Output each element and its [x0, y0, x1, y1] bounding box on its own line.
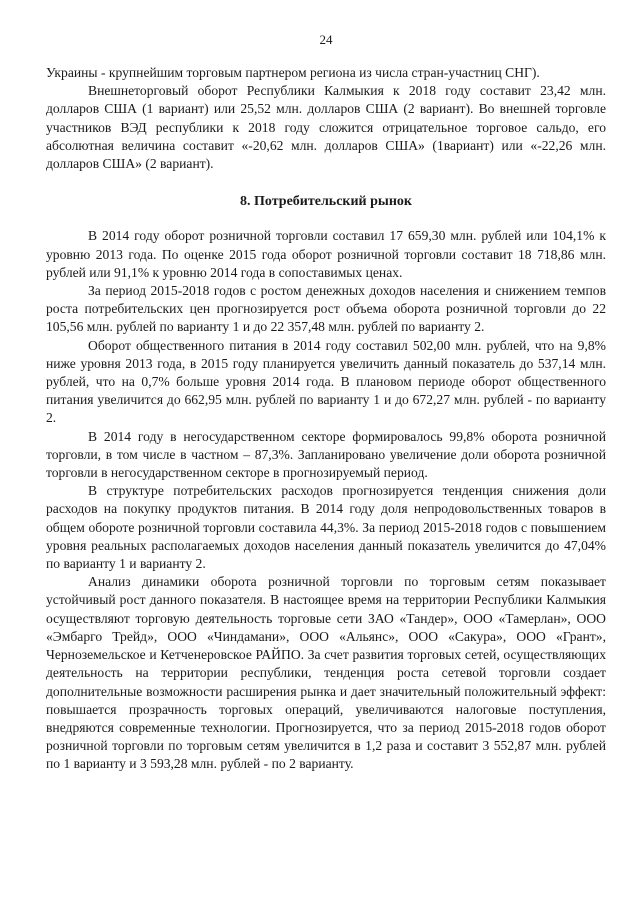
document-body [46, 64, 606, 774]
paragraph-retail-turnover: В 2014 году оборот розничной торговли составил 17 659,30 млн. рублей или 104,1% к уровню 2013 года. По оценке 2015 года оборот розничной торговли составит 18 718,86 млн. рублей или 91,1% к уровню 2014 года в сопоставимых ценах. [46, 228, 606, 280]
document-page [46, 0, 606, 905]
intro-paragraph-continuation: Украины - крупнейшим торговым партнером региона из числа стран-участниц СНГ). [46, 65, 540, 80]
paragraph-retail-chains: Анализ динамики оборота розничной торговли по торговым сетям показывает устойчивый рост данного показателя. В настоящее время на территории Республики Калмыкия осуществляют торговую деятельность торговые сети ЗАО «Тандер», ООО «Тамерлан», ООО «Эмбарго Трейд», ООО «Чиндамани», ООО «Альянс», ООО «Сакура», ООО «Грант», Черноземельское и Кетченеровское РАЙПО. За счет развития торговых сетей, осуществляющих деятельность на территории республики, тенденция роста сетевой торговли создает дополнительные возможности расширения рынка и дает значительный положительный эффект: повышается прозрачность торговых операций, увеличиваются налоговые поступления, внедряются современные технологии. Прогнозируется, что за период 2015-2018 годов оборот розничной торговли по торговым сетям увеличится в 1,2 раза и составит 3 552,87 млн. рублей по 1 варианту и 3 593,28 млн. рублей - по 2 варианту. [46, 574, 606, 772]
intro-paragraph-foreign-trade: Внешнеторговый оборот Республики Калмыкия к 2018 году составит 23,42 млн. долларов США (1 вариант) или 25,52 млн. долларов США (2 вариант). Во внешней торговле участников ВЭД республики к 2018 году сложится отрицательное торговое сальдо, его абсолютная величина составит «-20,62 млн. долларов США» (1вариант) или «-22,26 млн. долларов США» (2 вариант). [46, 83, 606, 172]
page-number: 24 [319, 32, 333, 47]
paragraph-consumer-spending: В структуре потребительских расходов прогнозируется тенденция снижения доли расходов на покупку продуктов питания. В 2014 году доля непродовольственных товаров в общем обороте розничной торговли составила 44,3%. За период 2015-2018 годов с повышением уровня реальных располагаемых доходов населения данный показатель увеличится до 47,04% по варианту 1 и варианту 2. [46, 483, 606, 572]
paragraph-nonstate-sector: В 2014 году в негосударственном секторе формировалось 99,8% оборота розничной торговли, в том числе в частном – 87,3%. Запланировано увеличение доли оборота розничной торговли в негосударственном секторе в прогнозируемый период. [46, 428, 606, 481]
paragraph-retail-forecast: За период 2015-2018 годов с ростом денежных доходов населения и снижением темпов роста потребительских цен прогнозируется рост объема оборота розничной торговли до 22 105,56 млн. рублей по варианту 1 и до 22 357,48 млн. рублей по варианту 2. [46, 283, 606, 335]
section-title: 8. Потребительский рынок [240, 194, 412, 210]
paragraph-public-catering: Оборот общественного питания в 2014 году составил 502,00 млн. рублей, что на 9,8% ниже уровня 2013 года, в 2015 году планируется увеличить данный показатель до 537,14 млн. рублей, что на 0,7% больше уровня 2014 года. В плановом периоде оборот общественного питания увеличится до 662,95 млн. рублей по варианту 1 и до 672,27 млн. рублей - по варианту 2. [46, 337, 606, 426]
